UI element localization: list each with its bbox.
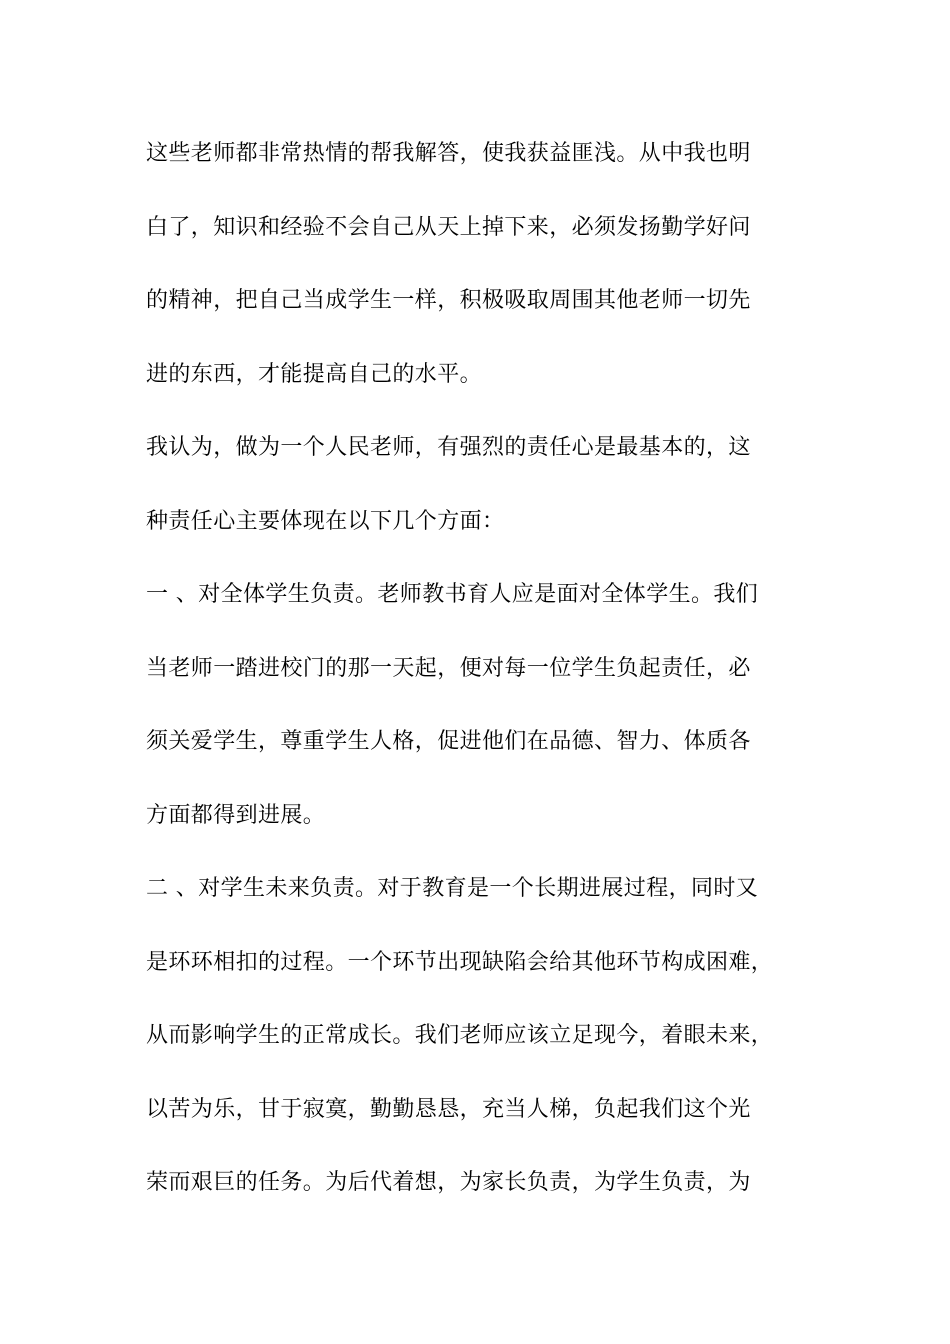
text-line-2: 白了，知识和经验不会自己从天上掉下来，必须发扬勤学好问 bbox=[146, 214, 751, 240]
text-line-7: 一 、对全体学生负责。老师教书育人应是面对全体学生。我们 bbox=[146, 582, 759, 607]
text-line-4: 进的东西，才能提高自己的水平。 bbox=[146, 361, 483, 387]
text-line-6: 种责任心主要体现在以下几个方面： bbox=[146, 508, 505, 534]
text-line-9: 须关爱学生，尊重学生人格，促进他们在品德、智力、体质各 bbox=[146, 729, 751, 754]
text-line-11: 二 、对学生未来负责。对于教育是一个长期进展过程，同时又 bbox=[146, 876, 759, 901]
text-line-13: 从而影响学生的正常成长。我们老师应该立足现今，着眼未来， bbox=[146, 1023, 774, 1048]
text-line-3: 的精神，把自己当成学生一样，积极吸取周围其他老师一切先 bbox=[146, 288, 751, 313]
text-line-15: 荣而艰巨的任务。为后代着想，为家长负责，为学生负责，为 bbox=[146, 1170, 751, 1195]
text-line-5: 我认为，做为一个人民老师，有强烈的责任心是最基本的，这 bbox=[146, 435, 751, 460]
text-line-14: 以苦为乐，甘于寂寞，勤勤恳恳，充当人梯，负起我们这个光 bbox=[146, 1096, 751, 1122]
text-line-12: 是环环相扣的过程。一个环节出现缺陷会给其他环节构成困难， bbox=[146, 949, 774, 975]
text-line-10: 方面都得到进展。 bbox=[146, 802, 326, 828]
body-text bbox=[146, 134, 846, 1237]
text-line-8: 当老师一踏进校门的那一天起，便对每一位学生负起责任，必 bbox=[146, 655, 751, 681]
text-line-1: 这些老师都非常热情的帮我解答，使我获益匪浅。从中我也明 bbox=[146, 141, 751, 166]
